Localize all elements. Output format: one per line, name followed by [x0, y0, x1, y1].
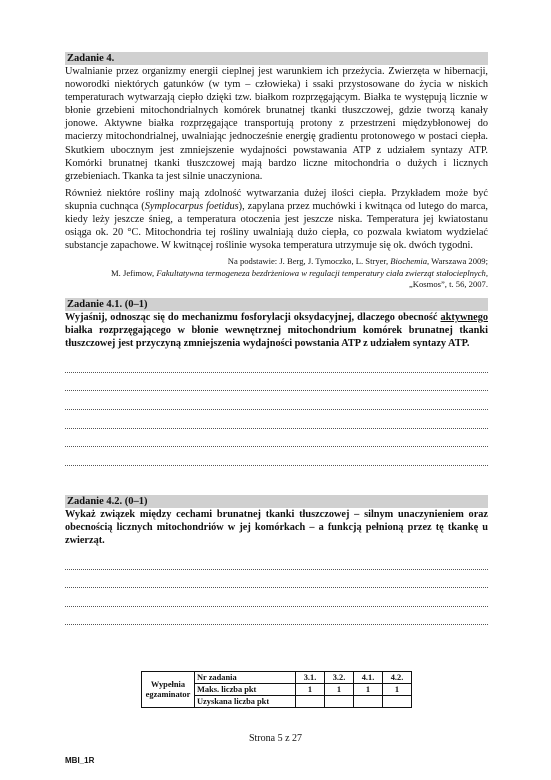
task4-paragraph1: Uwalnianie przez organizmy energii cieplnej jest warunkiem ich przeżycia. Zwierzęta w hibernacji, noworodki niektórych gatunków (w tym – człowieka) i ssaki przystosowane do życia w niskich temperaturach wytwarzają ciepło dzięki tzw. białkom rozprzęgającym. Białka te występują licznie w błonie grzebieni mitochondrialnych komórek brunatnej tkanki tłuszczowej, gdzie tworzą kanały jonowe. Aktywne białka rozprzęgające transportują protony z przestrzeni międzybłonowej do macierzy mitochondrialnej, uwalniając jednocześnie energię gradientu protonowego w postaci ciepła. Skutkiem ubocznym jest zmniejszenie wydajności powstawania ATP z udziałem syntazy ATP. Komórki brunatnej tkanki tłuszczowej mają bardzo liczne mitochondria o dużych i licznych grzebieniach. Tkanka ta jest silnie unaczyniona. [65, 66, 488, 182]
answer-line[interactable] [65, 588, 488, 607]
answer-line[interactable] [65, 373, 488, 392]
answer-line[interactable] [65, 551, 488, 570]
task41-answer-area[interactable] [65, 354, 488, 466]
task-number: 3.1. [296, 672, 325, 684]
obtained-points-cell[interactable] [383, 696, 412, 708]
source-line-3: „Kosmos”, t. 56, 2007. [408, 278, 488, 289]
task4-title: Zadanie 4. [65, 52, 488, 65]
task42-question: Wykaż związek między cechami brunatnej tkanki tłuszczowej – silnym unaczynieniem oraz obecnością licznych mitochondriów w jej komórkach – a funkcją pełnioną przez tę tkankę u zwierząt. [65, 508, 488, 546]
task-number-label: Nr zadania [195, 672, 296, 684]
species-name: Symplocarpus foetidus [144, 200, 239, 212]
task-number: 4.1. [354, 672, 383, 684]
grading-label: Wypełnia egzaminator [142, 672, 195, 708]
task-number: 4.2. [383, 672, 412, 684]
max-points: 1 [296, 684, 325, 696]
max-points-label: Maks. liczba pkt [195, 684, 296, 696]
obtained-points-cell[interactable] [354, 696, 383, 708]
source-line-1: Na podstawie: J. Berg, J. Tymoczko, L. Stryer, Biochemia, Warszawa 2009; [227, 256, 488, 267]
answer-line[interactable] [65, 447, 488, 466]
task4-paragraph2 [65, 187, 488, 252]
obtained-points-cell[interactable] [325, 696, 354, 708]
page-number: Strona 5 z 27 [248, 733, 303, 744]
max-points: 1 [325, 684, 354, 696]
answer-line[interactable] [65, 410, 488, 429]
obtained-points-label: Uzyskana liczba pkt [195, 696, 296, 708]
paragraph2-text-a: Również niektóre rośliny mają zdolność wytwarzania dużej ilości ciepła. Przykładem może być skupnia cuchnąca ( [65, 187, 488, 212]
task41-question: Wyjaśnij, odnosząc się do mechanizmu fosforylacji oksydacyjnej, dlaczego obecność aktywnego białka rozprzęgającego w błonie wewnętrznej mitochondrium komórek brunatnej tkanki tłuszczowej jest przyczyną zmniejszenia wydajności powstania ATP z udziałem syntazy ATP. [65, 311, 488, 350]
exam-code: MBI_1R [65, 756, 95, 765]
answer-line[interactable] [65, 429, 488, 448]
max-points: 1 [354, 684, 383, 696]
answer-line[interactable] [65, 391, 488, 410]
task41-title: Zadanie 4.1. (0–1) [65, 298, 488, 311]
task42-answer-area[interactable] [65, 551, 488, 625]
source-line-2: M. Jefimow, Fakultatywna termogeneza bezdrżeniowa w regulacji temperatury ciała zwierząt stałocieplnych, [111, 267, 488, 278]
exam-page [65, 52, 488, 625]
max-points: 1 [383, 684, 412, 696]
sources [65, 256, 488, 290]
grading-table [141, 671, 412, 708]
answer-line[interactable] [65, 570, 488, 589]
answer-line[interactable] [65, 607, 488, 626]
task42-title: Zadanie 4.2. (0–1) [65, 495, 488, 508]
obtained-points-cell[interactable] [296, 696, 325, 708]
task-number: 3.2. [325, 672, 354, 684]
paragraph2-text-b: ), zapylana przez muchówki i kwitnąca od lutego do marca, kiedy leży jeszcze śnieg, a temperatura otoczenia jest jeszcze niska. Temperatura jej kwiatostanu osiąga ok. 20 °C. Mitochondria tej rośliny uwalniają dużo ciepła, co pozwala kwiatom wydzielać substancje zapachowe. W kwitnącej roślinie wysoka temperatura utrzymuje się ok. dwóch tygodni. [65, 200, 488, 252]
answer-line[interactable] [65, 354, 488, 373]
